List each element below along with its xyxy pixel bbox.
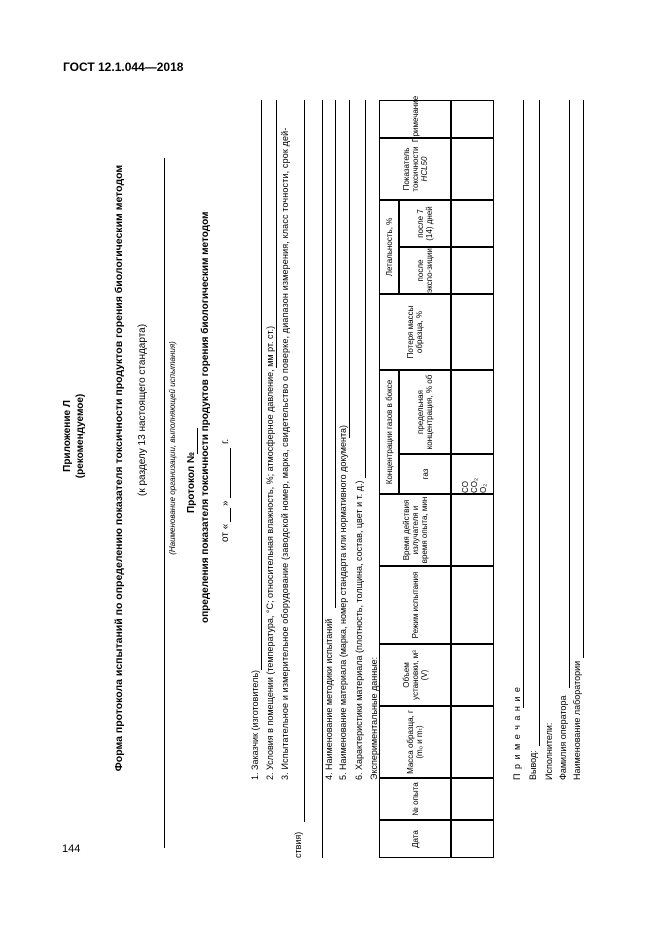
field-conditions: 2. Условия в помещении (температура, °С; относительная влажность, %; атмосферное давление, мм рт. ст.) bbox=[265, 325, 275, 780]
td-mode[interactable] bbox=[451, 566, 494, 644]
th-index bbox=[379, 138, 451, 200]
section-ref: (к разделу 13 настоящего стандарта) bbox=[137, 323, 148, 496]
th-max-conc: предельная концентрация, % об bbox=[399, 370, 451, 454]
footer-conclusion-line[interactable] bbox=[539, 100, 540, 746]
rotated-footer bbox=[512, 78, 602, 858]
td-mass[interactable] bbox=[451, 706, 494, 778]
exp-data-label: Экспериментальные данные: bbox=[369, 656, 379, 780]
td-time[interactable] bbox=[451, 494, 494, 566]
date-from: от « bbox=[220, 523, 231, 542]
standard-header: ГОСТ 12.1.044—2018 bbox=[63, 60, 184, 74]
th-note: Примечание bbox=[379, 100, 451, 138]
gas-co2: CO₂ bbox=[469, 477, 479, 493]
field-equipment-line[interactable] bbox=[304, 100, 305, 822]
protocol-no-field[interactable] bbox=[197, 428, 198, 454]
footer-conclusion: Вывод: bbox=[528, 750, 538, 780]
field-customer: 1. Заказчик (изготовитель) bbox=[250, 669, 260, 780]
field-method-line[interactable] bbox=[335, 100, 336, 608]
td-note[interactable] bbox=[451, 100, 494, 138]
page-number: 144 bbox=[62, 843, 81, 855]
td-after-exp[interactable] bbox=[451, 247, 494, 294]
protocol-subject: определения показателя токсичности продуктов горения биологическим методом bbox=[200, 211, 211, 623]
td-volume[interactable] bbox=[451, 644, 494, 706]
form-title: Форма протокола испытаний по определению показателя токсичности продуктов горения биологическим методом bbox=[113, 164, 125, 772]
field-conditions-line[interactable] bbox=[276, 100, 277, 368]
field-equipment: 3. Испытательное и измерительное оборудование (заводской номер, марка, свидетельство о поверке, диапазон измерения, класс точности, срок дей- bbox=[280, 127, 290, 780]
td-gas[interactable] bbox=[451, 454, 494, 494]
th-after-exp: после экспо-зиции bbox=[399, 247, 451, 294]
th-index-label: Показатель токсичности bbox=[401, 146, 420, 192]
th-after-days: после 7 (14) дней bbox=[399, 200, 451, 247]
footer-operator-line[interactable] bbox=[569, 100, 570, 688]
date-month-field[interactable] bbox=[230, 448, 231, 498]
rotated-form bbox=[62, 78, 502, 858]
footer-lab-line[interactable] bbox=[583, 100, 584, 658]
td-no[interactable] bbox=[451, 778, 494, 820]
td-index[interactable] bbox=[451, 138, 494, 200]
th-mass bbox=[379, 706, 451, 778]
date-year: г. bbox=[220, 438, 231, 444]
th-mode: Режим испытания bbox=[379, 566, 451, 644]
th-gas: газ bbox=[399, 454, 451, 494]
gas-o2: O₂ bbox=[478, 483, 488, 493]
protocol-no: Протокол № bbox=[186, 451, 197, 513]
field-material: 5. Наименование материала (марка, номер стандарта или нормативного документа) bbox=[338, 425, 348, 780]
org-caption: (Наименование организации, выполняющей испытания) bbox=[168, 341, 177, 555]
date-day-field[interactable] bbox=[230, 508, 231, 522]
field-equipment-line-2[interactable] bbox=[322, 100, 323, 858]
td-loss[interactable] bbox=[451, 294, 494, 370]
th-mass-sym: (m₀ и mₜ) bbox=[415, 725, 424, 759]
field-characteristics-line[interactable] bbox=[365, 100, 366, 478]
footer-testers: Исполнители: bbox=[544, 722, 554, 780]
th-no: № опыта bbox=[379, 778, 451, 820]
th-date: Дата bbox=[379, 820, 451, 858]
th-lethality: Летальность, % bbox=[379, 200, 399, 294]
th-volume: Объем установки, м³ (V) bbox=[379, 644, 451, 706]
field-material-line[interactable] bbox=[349, 100, 350, 438]
th-loss: Потеря массы образца, % bbox=[379, 294, 451, 370]
td-max-conc[interactable] bbox=[451, 370, 494, 454]
th-time: Время действия излучателя и время опыта, мин bbox=[379, 494, 451, 566]
field-characteristics: 6. Характеристики материала (плотность, толщина, состав, цвет и т. д.) bbox=[354, 480, 364, 780]
td-after-days[interactable] bbox=[451, 200, 494, 247]
field-equipment-end: ствия) bbox=[293, 831, 303, 858]
th-index-sym: HCL50 bbox=[419, 156, 429, 182]
footer-operator: Фамилия оператора bbox=[558, 695, 568, 780]
field-method: 4. Наименование методики испытаний bbox=[324, 618, 334, 780]
th-mass-label: Масса образца, г bbox=[406, 710, 415, 774]
appendix-type: (рекомендуемое) bbox=[75, 393, 86, 479]
footer-lab: Наименование лаборатории bbox=[572, 660, 582, 780]
footer-note-line[interactable] bbox=[523, 100, 524, 708]
org-line[interactable] bbox=[164, 158, 165, 848]
field-customer-line[interactable] bbox=[261, 100, 262, 670]
footer-note: П р и м е ч а н и е bbox=[512, 686, 522, 780]
date-mid: » bbox=[220, 500, 231, 506]
appendix-title: Приложение Л bbox=[62, 400, 73, 472]
gas-co: CO bbox=[460, 481, 470, 493]
td-date[interactable] bbox=[451, 820, 494, 858]
th-gas-group: Концентрации газов в боксе bbox=[379, 370, 399, 494]
